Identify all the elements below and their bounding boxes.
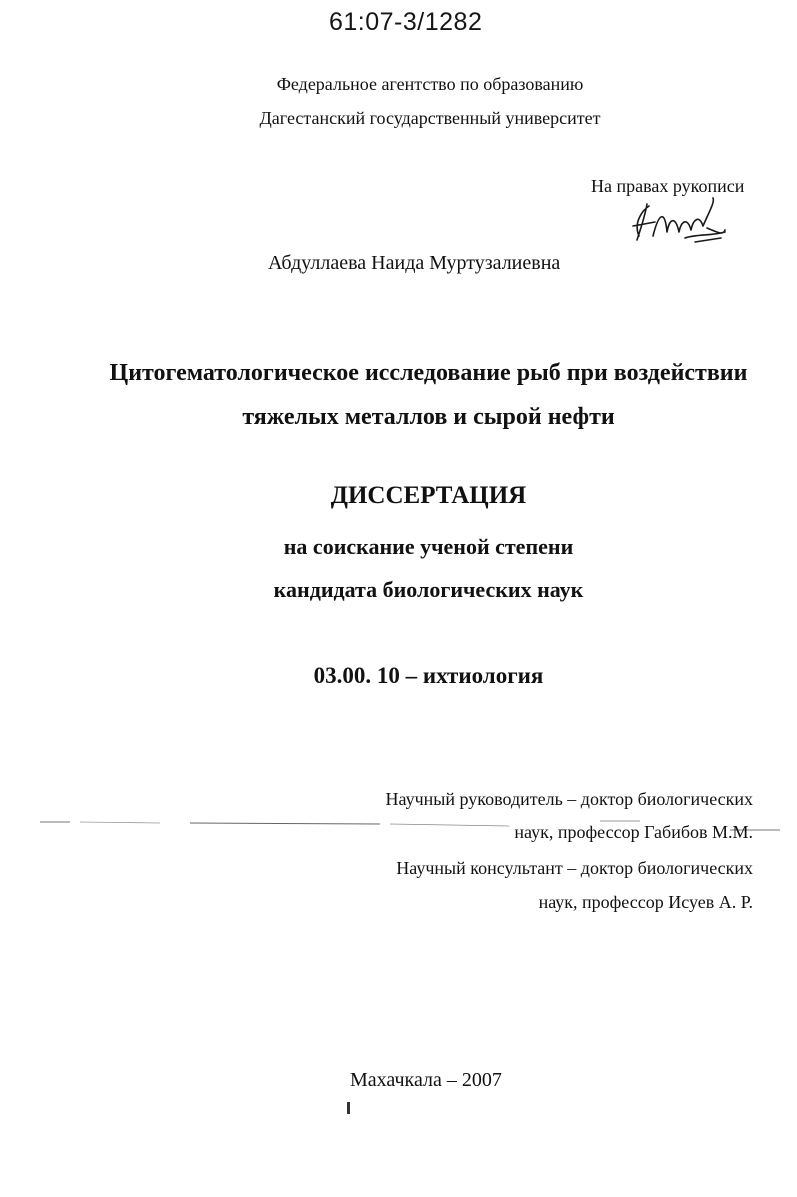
rights-note: На правах рукописи [591,176,745,196]
agency-name: Федеральное агентство по образованию [276,74,584,94]
document-type: ДИССЕРТАЦИЯ [330,482,527,509]
author-name: Абдуллаева Наида Муртузалиевна [268,252,561,274]
consultant-line-2: наук, профессор Исуев А. Р. [538,892,753,912]
degree-line-1: на соискание ученой степени [283,534,574,559]
handwritten-signature [625,192,735,252]
consultant-line-1: Научный консультант – доктор биологических [396,858,753,878]
supervisor-line-2: наук, профессор Габибов М.М. [514,822,753,842]
university-name: Дагестанский государственный университет [259,108,601,128]
dissertation-title-line-1: Цитогематологическое исследование рыб при воздействии [109,360,748,386]
archive-code: 61:07-3/1282 [329,8,483,36]
scan-artifact-mark [347,1102,350,1114]
specialty-code: 03.00. 10 – ихтиология [313,663,544,688]
place-and-year: Махачкала – 2007 [350,1069,502,1091]
supervisor-line-1: Научный руководитель – доктор биологических [385,789,753,809]
degree-line-2: кандидата биологических наук [273,577,584,602]
dissertation-title-line-2: тяжелых металлов и сырой нефти [242,404,615,430]
